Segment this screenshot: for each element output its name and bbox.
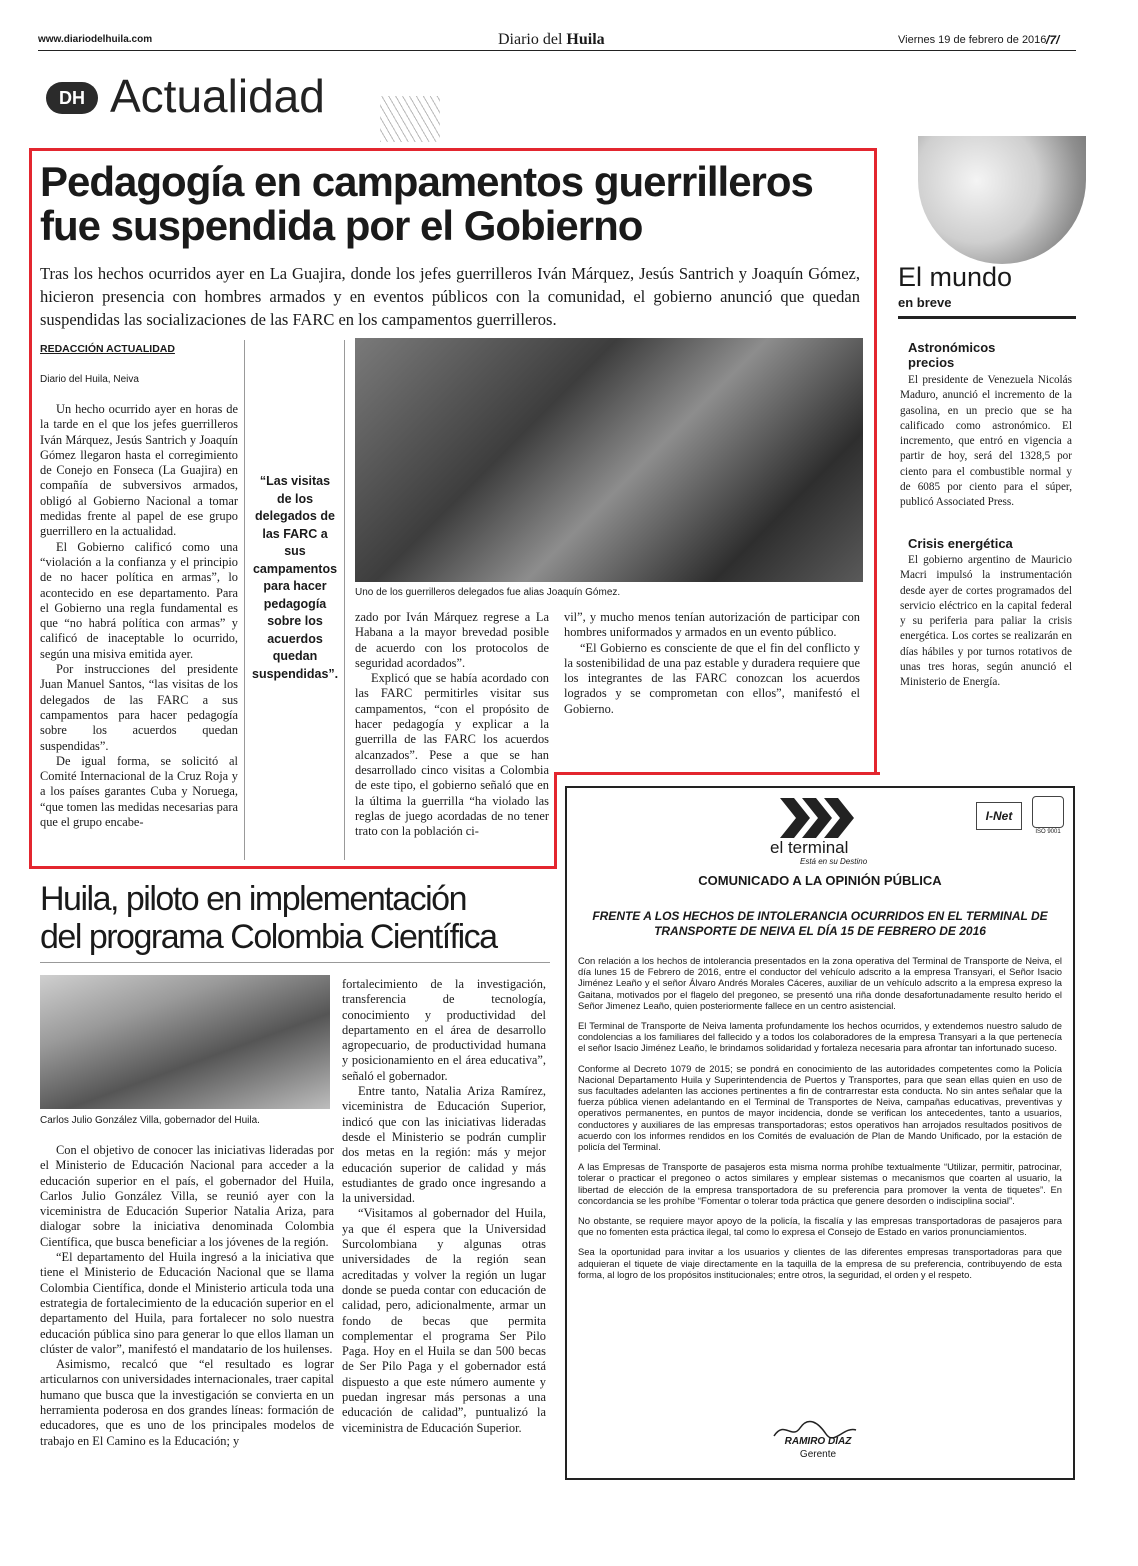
pull-quote: “Las visitas de los delegados de las FARC a sus campamentos para hacer pedagogía sobre los acuerdos quedan suspendidas”. bbox=[252, 474, 339, 681]
paragraph: zado por Iván Márquez regrese a La Habana a la mayor brevedad posible de acuerdo con los protocolos de seguridad acordados”. bbox=[355, 610, 549, 670]
heading-line: Astronómicos bbox=[908, 340, 996, 355]
sidebar-rule bbox=[898, 316, 1076, 319]
article2-column-left bbox=[40, 1143, 334, 1449]
photo-caption: Uno de los guerrilleros delegados fue alias Joaquín Gómez. bbox=[355, 587, 621, 598]
top-bar bbox=[38, 31, 1076, 48]
paragraph: Asimismo, recalcó que “el resultado es lograr articularnos con universidades internacionales, traer capital humano que busca que la investigación se convierta en un herramienta poderosa en dos grandes líneas: formación de educadores, que es uno de los principales modelos de trabajo en El Camino es la Educación; y bbox=[40, 1357, 334, 1448]
governor-photo bbox=[40, 975, 330, 1109]
paragraph: Entre tanto, Natalia Ariza Ramírez, viceministra de Educación Superior, indicó que con las iniciativas lideradas desde el Ministerio se podrán cumplir dos metas en la región: más y mejor educación superior de calidad y más estudiantes de grado once ingresando a la universidad. bbox=[342, 1084, 546, 1206]
paragraph: Explicó que se había acordado con las FARC permitirles visitar sus campamentos, “con el propósito de hacer pedagogía y explicar a la guerrilla de las FARC los acuerdos alcanzados”. Pese a que se han desarrollado cinco visitas a Colombia de este tipo, el gobierno señaló que en la última la guerrilla “ha violado las reglas de juego acordadas de no tener trato con la población ci- bbox=[355, 671, 549, 839]
terminal-logo-icon bbox=[776, 796, 866, 840]
header-rule bbox=[38, 50, 1076, 51]
article1-headline-line2: fue suspendida por el Gobierno bbox=[40, 202, 643, 249]
sidebar-item-text: El presidente de Venezuela Nicolás Maduro, anunció el incremento de la gasolina, en un precio que se ha calificado como astronómico. El incremento, que entró en vigencia a partir de hoy, será del 1328,5 por ciento para el combustible normal y de 6085 por ciento para el súper, publicó Associated Press. bbox=[900, 374, 1072, 509]
highlight-frame-step bbox=[557, 772, 880, 775]
advert-subtitle-line: TRANSPORTE DE NEIVA EL DÍA 15 DE FEBRERO DE 2016 bbox=[654, 924, 986, 938]
masthead bbox=[498, 31, 605, 49]
advert-subtitle-line: FRENTE A LOS HECHOS DE INTOLERANCIA OCURRIDOS EN EL TERMINAL DE bbox=[592, 909, 1048, 923]
photo-caption: Carlos Julio González Villa, gobernador del Huila. bbox=[40, 1115, 260, 1126]
advert-body bbox=[578, 955, 1062, 1289]
advert-title: COMUNICADO A LA OPINIÓN PÚBLICA bbox=[698, 873, 942, 888]
paragraph: vil”, y mucho menos tenían autorización de participar con hombres uniformados y armados en un evento público. bbox=[564, 610, 860, 640]
paragraph: fortalecimiento de la investigación, transferencia de tecnología, conocimiento y productividad del departamento en el área de desarrollo agropecuario, de productividad humana y posicionamiento en el área educativa”, señaló el gobernador. bbox=[342, 977, 546, 1083]
article1-headline-line1: Pedagogía en campamentos guerrilleros bbox=[40, 158, 813, 205]
section-title: Actualidad bbox=[110, 70, 325, 122]
advert-paragraph: A las Empresas de Transporte de pasajeros esta misma norma prohíbe textualmente “Utilizar, permitir, patrocinar, tolerar o practicar el pregoneo o actos similares y emplear sistemas o mecanismos que coarten al usuario, la libertad de elección de la empresa transportadora de su preferencia para promover la venta de tiquetes”. En concordancia se les prohíbe “Fomentar o tolerar toda práctica que genere desorden o indisciplina social”. bbox=[578, 1161, 1062, 1206]
inet-logo: I-Net bbox=[976, 802, 1022, 830]
paragraph: El Gobierno calificó como una “violación a la confianza y el principio de no hacer política en armas”, lo acontecido en ese departamento. Para el Gobierno una regla fundamental es que “no habrá política con armas” y calificó de inaceptable lo ocurrido, según una misiva emitida ayer. bbox=[40, 539, 238, 661]
issue-date: Viernes 19 de febrero de 2016 bbox=[898, 34, 1047, 46]
advert-paragraph: Conforme al Decreto 1079 de 2015; se pondrá en conocimiento de las autoridades competentes como la Policía Nacional Departamento Huila y Superintendencia de Puertos y Transportes, para que sean ellas quien en uso de sus facultades adelanten las acciones pertinentes a fin de contrarrestar esta conducta. No sin antes señalar que la fuerza pública vienen adelantando en el Terminal de Transportes de Neiva, campañas educativas, preventivas y operativos permanentes, en puntos de mayor incidencia, donde se verifican los antecedentes, tanto a usuarios, conductores y auxiliares de las empresas transportadoras; estos operativos han arrojados resultados positivos de acuerdo con los informes rendidos en los Comités de evaluación de Plan de Mando Unificado, por la estación de policía del Terminal. bbox=[578, 1062, 1062, 1153]
article1-column-4 bbox=[564, 610, 860, 717]
paragraph: Un hecho ocurrido ayer en horas de la tarde en el que los jefes guerrilleros Iván Márquez, Jesús Santrich y Joaquín Gómez llegaron hasta el corregimiento de Conejo en Fonseca (La Guajira) en compañía de subversivos armados, obligó al Gobierno Nacional a tomar medidas frente al papel de ese grupo guerrillero en la actualidad. bbox=[40, 402, 238, 539]
paragraph: Por instrucciones del presidente Juan Manuel Santos, “las visitas de los delegados de las FARC a sus campamentos para hacer pedagogía sobre los acuerdos quedan suspendidas”. bbox=[40, 662, 238, 753]
website-url[interactable]: www.diariodelhuila.com bbox=[38, 34, 153, 45]
terminal-brand: el terminal bbox=[770, 838, 849, 857]
paragraph: “El departamento del Huila ingresó a la iniciativa que tiene el Ministerio de Educación Nacional que se llama Colombia Científica, donde el Ministerio articula toda una estrategia de fortalecimiento de la educación superior en el departamento del Huila, para fortalecer no solo nuestra educación pública sino para generar lo que ellos llaman un clúster de valor”, manifestó el mandatario de los huilenses. bbox=[40, 1250, 334, 1356]
article1-lead: Tras los hechos ocurridos ayer en La Guajira, donde los jefes guerrilleros Iván Márquez, Jesús Santrich y Joaquín Gómez, hicieron presencia con hombres armados y en eventos públicos con la comunidad, el gobierno anunció que quedan suspendidas las socializaciones de las FARC en los campamentos guerrilleros. bbox=[40, 264, 860, 329]
paragraph: “Visitamos al gobernador del Huila, ya que él espera que la Universidad Surcolombiana y algunas otras universidades de la región sean acreditadas y volver la región un lugar donde se pueda contar con educación de calidad, pero, adicionalmente, armar un fondo de becas que permita complementar el programa Ser Pilo Paga. Hoy en el Huila se dan 500 becas de Ser Pilo Paga y el gobernador está dispuesto a que este número aumente y puedan ingresar más personas a una educación de calidad”, puntualizó la viceministra de Educación Superior. bbox=[342, 1206, 546, 1435]
article2-rule bbox=[40, 962, 550, 963]
advert-paragraph: El Terminal de Transporte de Neiva lamenta profundamente los hechos ocurridos, y extendemos nuestro saludo de condolencias a los familiares del fallecido y a todos los colaboradores de la empresa Transyari a la que pertenecía el señor Isacio Jiménez Leaño, le brindamos solidaridad y fortaleza necesaria para afrontar tan infortunado suceso. bbox=[578, 1020, 1062, 1054]
masthead-name: Huila bbox=[566, 31, 605, 48]
masthead-prefix: Diario del bbox=[498, 31, 563, 48]
article2-headline-line1: Huila, piloto en implementación bbox=[40, 880, 466, 918]
advert-paragraph: Sea la oportunidad para invitar a los usuarios y clientes de las diferentes empresas transportadoras para que adquieran el tiquete de viaje directamente en la taquilla de la empresa de su preferencia, contribuyendo de esta forma, al logro de los propósitos institucionales; entre otros, la seguridad, el orden y el respeto. bbox=[578, 1246, 1062, 1280]
heading-line: precios bbox=[908, 355, 955, 370]
advert-subtitle bbox=[565, 909, 1075, 939]
highlight-frame-inner bbox=[554, 772, 557, 869]
paragraph: De igual forma, se solicitó al Comité Internacional de la Cruz Roja y a los países garantes Cuba y Noruega, “que tomen las medidas necesarias para que el grupo encabe- bbox=[40, 753, 238, 830]
article1-headline[interactable] bbox=[40, 160, 870, 248]
advert-paragraph: No obstante, se requiere mayor apoyo de la policía, la fiscalía y las empresas transportadoras de pasajeros para que no fomenten esta práctica ilegal, tal como lo expresa el Consejo de Estado en varios pronunciamientos. bbox=[578, 1215, 1062, 1238]
article1-column-1 bbox=[40, 402, 238, 830]
page-number: /7/ bbox=[1046, 33, 1060, 47]
article1-column-3 bbox=[355, 610, 549, 839]
paragraph: “El Gobierno es consciente de que el fin del conflicto y la sostenibilidad de una paz estable y duradera requiere que los integrantes de las FARC conozcan los acuerdos logrados y se comprometan con ellos”, manifestó el Gobierno. bbox=[564, 640, 860, 716]
terminal-tagline: Está en su Destino bbox=[800, 857, 868, 866]
sidebar-item-heading bbox=[908, 340, 995, 370]
article2-headline-line2: del programa Colombia Científica bbox=[40, 918, 497, 956]
article1-byline: REDACCIÓN ACTUALIDAD bbox=[40, 343, 175, 355]
sidebar-item-heading: Crisis energética bbox=[908, 536, 1013, 551]
highlight-frame-bottom bbox=[29, 866, 557, 869]
column-divider bbox=[244, 340, 245, 860]
signer-role: Gerente bbox=[799, 1449, 837, 1460]
sidebar-title: El mundo bbox=[898, 262, 1013, 292]
globe-image bbox=[918, 136, 1086, 264]
guerrilla-photo bbox=[355, 338, 863, 582]
advert-paragraph: Con relación a los hechos de intolerancia presentados en la zona operativa del Terminal de Transporte de Neiva, el día lunes 15 de Febrero de 2016, entre el conductor del vehículo adscrito a la empresa Transyari, el Señor Isacio Jiménez Leaño y el señor Álvaro Andrés Morales Cáceres, auxiliar de un vehículo adscrito a la empresa expreso la Gaitana, motivados por el flagelo del pregoneo, se presentó una riña donde desafortunadamente resulto herido el Señor Jimenez Leaño, quien posteriormente fallece en un centro asistencial. bbox=[578, 955, 1062, 1011]
dh-logo: DH bbox=[46, 82, 98, 114]
highlight-frame-left-lower bbox=[29, 770, 32, 869]
article2-headline[interactable] bbox=[40, 880, 560, 956]
sidebar-subtitle: en breve bbox=[898, 295, 952, 310]
certification-icon bbox=[1032, 796, 1064, 828]
article2-column-right bbox=[342, 977, 546, 1436]
signer-name: RAMIRO DIAZ bbox=[784, 1436, 852, 1447]
certification-label: ISO 9001 bbox=[1035, 829, 1061, 835]
column-divider bbox=[344, 340, 345, 860]
decorative-swoosh bbox=[380, 96, 440, 142]
article1-dateline: Diario del Huila, Neiva bbox=[40, 374, 139, 385]
sidebar-item-text: El gobierno argentino de Mauricio Macri impulsó la instrumentación desde ayer de cortes programados del servicio eléctrico en la capital federal y su periferia para paliar la crisis energética. Los cortes se realizarán en días hábiles y por turnos rotativos de unas tres horas, según anunció el Ministerio de Energía. bbox=[900, 554, 1072, 689]
paragraph: Con el objetivo de conocer las iniciativas lideradas por el Ministerio de Educación Nacional para acceder a la educación superior en el país, el gobernador del Huila, Carlos Julio González Villa, se reunió ayer con la viceministra de Educación Superior Natalia Ariza, para dialogar sobre la iniciativa denominada Colombia Científica, que busca beneficiar a los jóvenes de la región. bbox=[40, 1143, 334, 1249]
